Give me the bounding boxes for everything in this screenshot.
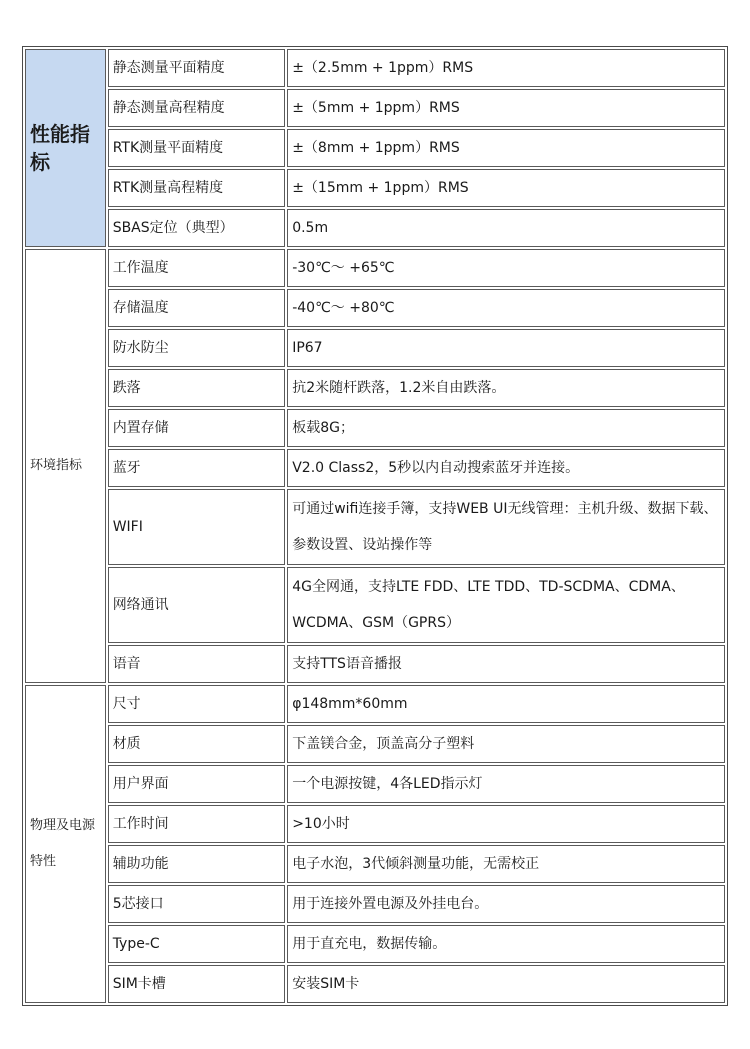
spec-value: -30℃～ +65℃ xyxy=(287,249,725,287)
spec-label: 辅助功能 xyxy=(108,845,286,883)
spec-value: ±（2.5mm + 1ppm）RMS xyxy=(287,49,725,87)
spec-label: 静态测量高程精度 xyxy=(108,89,286,127)
spec-value: φ148mm*60mm xyxy=(287,685,725,723)
section-performance xyxy=(25,49,106,247)
spec-label: 工作时间 xyxy=(108,805,286,843)
spec-value: 下盖镁合金，顶盖高分子塑料 xyxy=(287,725,725,763)
table-row xyxy=(25,89,725,127)
spec-label: SBAS定位（典型） xyxy=(108,209,286,247)
spec-value: IP67 xyxy=(287,329,725,367)
spec-label: 存储温度 xyxy=(108,289,286,327)
table-row xyxy=(25,489,725,565)
section-environment xyxy=(25,249,106,683)
table-row xyxy=(25,329,725,367)
table-row xyxy=(25,765,725,803)
spec-value: 一个电源按键，4各LED指示灯 xyxy=(287,765,725,803)
spec-value: 电子水泡，3代倾斜测量功能，无需校正 xyxy=(287,845,725,883)
table-row xyxy=(25,845,725,883)
section-physical-power xyxy=(25,685,106,1003)
table-row xyxy=(25,805,725,843)
table-row xyxy=(25,209,725,247)
table-row xyxy=(25,169,725,207)
spec-label: 跌落 xyxy=(108,369,286,407)
spec-value: 0.5m xyxy=(287,209,725,247)
spec-label: 防水防尘 xyxy=(108,329,286,367)
table-row xyxy=(25,725,725,763)
table-row xyxy=(25,129,725,167)
spec-value: 可通过wifi连接手簿，支持WEB UI无线管理：主机升级、数据下载、参数设置、设站操作等 xyxy=(287,489,725,565)
table-row xyxy=(25,925,725,963)
table-row xyxy=(25,567,725,643)
table-row xyxy=(25,685,725,723)
spec-value: 安装SIM卡 xyxy=(287,965,725,1003)
table-row xyxy=(25,645,725,683)
spec-value: ±（8mm + 1ppm）RMS xyxy=(287,129,725,167)
spec-value: 用于连接外置电源及外挂电台。 xyxy=(287,885,725,923)
spec-value: -40℃～ +80℃ xyxy=(287,289,725,327)
section-title: 物理及电源特性 xyxy=(30,818,96,869)
spec-label: 工作温度 xyxy=(108,249,286,287)
spec-label: WIFI xyxy=(108,489,286,565)
spec-label: 静态测量平面精度 xyxy=(108,49,286,87)
spec-label: RTK测量高程精度 xyxy=(108,169,286,207)
spec-label: 5芯接口 xyxy=(108,885,286,923)
spec-label: SIM卡槽 xyxy=(108,965,286,1003)
spec-label: 材质 xyxy=(108,725,286,763)
section-title: 环境指标 xyxy=(30,458,83,473)
table-row xyxy=(25,449,725,487)
spec-label: 网络通讯 xyxy=(108,567,286,643)
spec-label: RTK测量平面精度 xyxy=(108,129,286,167)
table-row xyxy=(25,409,725,447)
spec-value: 4G全网通，支持LTE FDD、LTE TDD、TD-SCDMA、CDMA、WCDMA、GSM（GPRS） xyxy=(287,567,725,643)
spec-label: 用户界面 xyxy=(108,765,286,803)
spec-value: 抗2米随杆跌落，1.2米自由跌落。 xyxy=(287,369,725,407)
table-row xyxy=(25,965,725,1003)
table-row xyxy=(25,49,725,87)
spec-value: 用于直充电，数据传输。 xyxy=(287,925,725,963)
table-row xyxy=(25,369,725,407)
spec-table xyxy=(22,46,728,1006)
spec-value: ±（15mm + 1ppm）RMS xyxy=(287,169,725,207)
spec-value: 支持TTS语音播报 xyxy=(287,645,725,683)
table-row xyxy=(25,289,725,327)
table-row xyxy=(25,249,725,287)
spec-label: 内置存储 xyxy=(108,409,286,447)
spec-label: 蓝牙 xyxy=(108,449,286,487)
section-title: 性能指标 xyxy=(30,122,90,174)
spec-value: V2.0 Class2，5秒以内自动搜索蓝牙并连接。 xyxy=(287,449,725,487)
table-row xyxy=(25,885,725,923)
spec-label: Type-C xyxy=(108,925,286,963)
spec-value: 板载8G； xyxy=(287,409,725,447)
spec-value: ±（5mm + 1ppm）RMS xyxy=(287,89,725,127)
spec-value: >10小时 xyxy=(287,805,725,843)
spec-label: 语音 xyxy=(108,645,286,683)
spec-label: 尺寸 xyxy=(108,685,286,723)
